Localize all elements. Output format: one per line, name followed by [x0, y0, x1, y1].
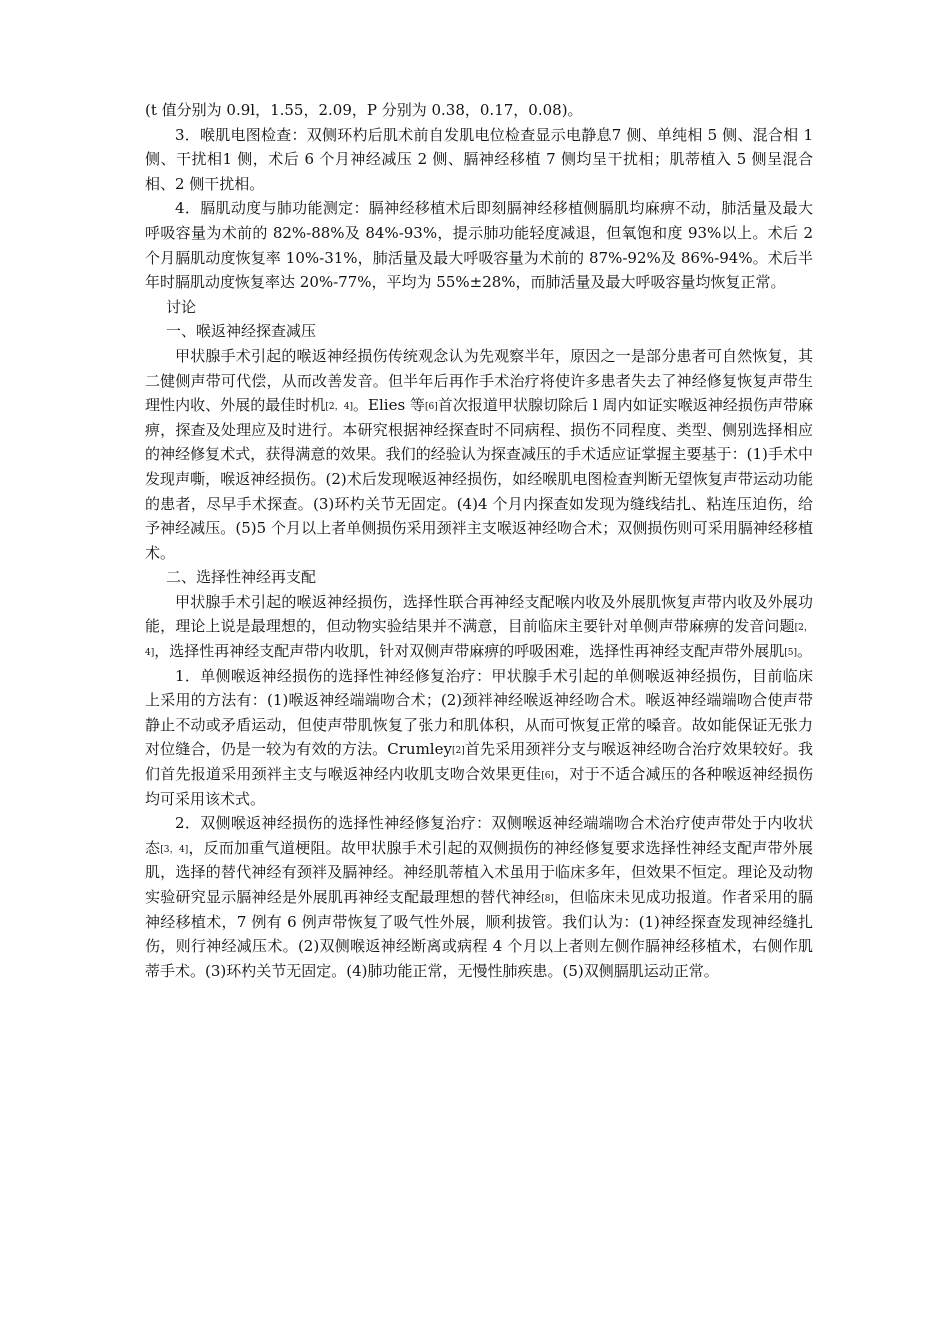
paragraph-bilateral-repair [145, 811, 813, 983]
citation-ref: [5] [784, 648, 798, 659]
paragraph-text: 。 [797, 642, 813, 661]
paragraph-text: ，对于不适合减压的各种喉返神经损伤均可采用该术式。 [145, 765, 813, 808]
subsection-heading-exploration [145, 319, 813, 344]
citation-ref: [2，4] [325, 402, 353, 413]
paragraph-diaphragm-lung-function [145, 196, 813, 294]
paragraph-text: (t 值分别为 0.9l，1.55，2.09，P 分别为 0.38，0.17，0.08)。 [145, 101, 583, 119]
citation-ref: [3，4] [160, 844, 189, 855]
section-heading-discussion [145, 295, 813, 320]
paragraph-text: 3．喉肌电图检查：双侧环杓后肌术前自发肌电位检查显示电静息7 侧、单纯相 5 侧、混合相 1 侧、干扰相1 侧，术后 6 个月神经减压 2 侧、膈神经移植 7 侧均呈干扰相；肌蒂植入 5 侧呈混合相、2 侧干扰相。 [145, 125, 813, 193]
heading-text: 讨论 [166, 297, 197, 316]
subsection-heading-reinnervation [145, 565, 813, 590]
paragraph-text: 1．单侧喉返神经损伤的选择性神经修复治疗：甲状腺手术引起的单侧喉返神经损伤，目前临床上采用的方法有：(1)喉返神经端端吻合术；(2)颈袢神经喉返神经吻合术。喉返神经端端吻合使声带静止不动或矛盾运动，但使声带肌恢复了张力和肌体积，从而可恢复正常的嗓音。故如能保证无张力对位缝合，仍是一较为有效的方法。Crumley [145, 666, 813, 759]
paragraph-unilateral-repair [145, 664, 813, 812]
citation-ref: [6] [541, 771, 554, 782]
paragraph-stats-values [145, 98, 813, 123]
heading-text: 二、选择性神经再支配 [166, 568, 317, 587]
paragraph-text: 。Elies 等 [352, 396, 425, 415]
paragraph-text: 首先采用颈袢分支与喉返神经吻合治疗效果较好。我们首先报道采用颈袢主支与喉返神经内收肌支吻合效果更佳 [145, 740, 813, 784]
paragraph-text: 首次报道甲状腺切除后 l 周内如证实喉返神经损伤声带麻痹，探查及处理应及时进行。本研究根据神经探查时不同病程、损伤不同程度、类型、侧别选择相应的神经修复术式，获得满意的效果。我们的经验认为探查减压的手术适应证掌握主要基于：(1)手术中发现声嘶，喉返神经损伤。(2)术后发现喉返神经损伤，如经喉肌电图检查判断无望恢复声带运动功能的患者，尽早手术探查。(3)环杓关节无固定。(4)4 个月内探查如发现为缝线结扎、粘连压迫伤，给予神经减压。(5)5 个月以上者单侧损伤采用颈袢主支喉返神经吻合术；双侧损伤则可采用膈神经移植术。 [145, 396, 813, 562]
paragraph-text: 4．膈肌动度与肺功能测定：膈神经移植术后即刻膈神经移植侧膈肌均麻痹不动，肺活量及最大呼吸容量为术前的 82%-88%及 84%-93%，提示肺功能轻度减退，但氧饱和度 93%以上。术后 2 个月膈肌动度恢复率 10%-31%，肺活量及最大呼吸容量为术前的 87%-92%及 86%-94%。术后半年时膈肌动度恢复率达 20%-77%，平均为 55%±28%，而肺活量及最大呼吸容量均恢复正常。 [145, 199, 813, 292]
paragraph-text: ，反而加重气道梗阻。故甲状腺手术引起的双侧损伤的神经修复要求选择性神经支配声带外展肌，选择的替代神经有颈袢及膈神经。神经肌蒂植入术虽用于临床多年，但效果不恒定。理论及动物实验研究显示膈神经是外展肌再神经支配最理想的替代神经 [145, 838, 813, 906]
citation-ref: [2，4] [145, 623, 813, 659]
paragraph-text: ，选择性再神经支配声带内收肌，针对双侧声带麻痹的呼吸困难，选择性再神经支配声带外展肌 [154, 642, 785, 661]
paragraph-emg-results [145, 123, 813, 197]
paragraph-exploration-decompression [145, 344, 813, 565]
paragraph-selective-reinnervation [145, 590, 813, 664]
document-body [145, 98, 813, 983]
paragraph-text: ，但临床未见成功报道。作者采用的膈神经移植术，7 例有 6 例声带恢复了吸气性外展，顺利拔管。我们认为：(1)神经探查发现神经缝扎伤，则行神经减压术。(2)双侧喉返神经断离或病程 4 个月以上者则左侧作膈神经移植术，右侧作肌蒂手术。(3)环杓关节无固定。(4)肺功能正常，无慢性肺疾患。(5)双侧膈肌运动正常。 [145, 888, 813, 980]
citation-ref: [2] [451, 746, 465, 757]
citation-ref: [8] [541, 894, 554, 904]
citation-ref: [6] [425, 402, 438, 413]
paragraph-text: 2．双侧喉返神经损伤的选择性神经修复治疗：双侧喉返神经端端吻合术治疗使声带处于内收状态 [145, 814, 813, 857]
paragraph-text: 甲状腺手术引起的喉返神经损伤，选择性联合再神经支配喉内收及外展肌恢复声带内收及外展功能，理论上说是最理想的，但动物实验结果并不满意，目前临床主要针对单侧声带麻痹的发音问题 [145, 592, 813, 636]
heading-text: 一、喉返神经探查减压 [166, 322, 317, 341]
paragraph-text: 甲状腺手术引起的喉返神经损伤传统观念认为先观察半年，原因之一是部分患者可自然恢复，其二健侧声带可代偿，从而改善发音。但半年后再作手术治疗将使许多患者失去了神经修复恢复声带生理性内收、外展的最佳时机 [145, 346, 813, 415]
